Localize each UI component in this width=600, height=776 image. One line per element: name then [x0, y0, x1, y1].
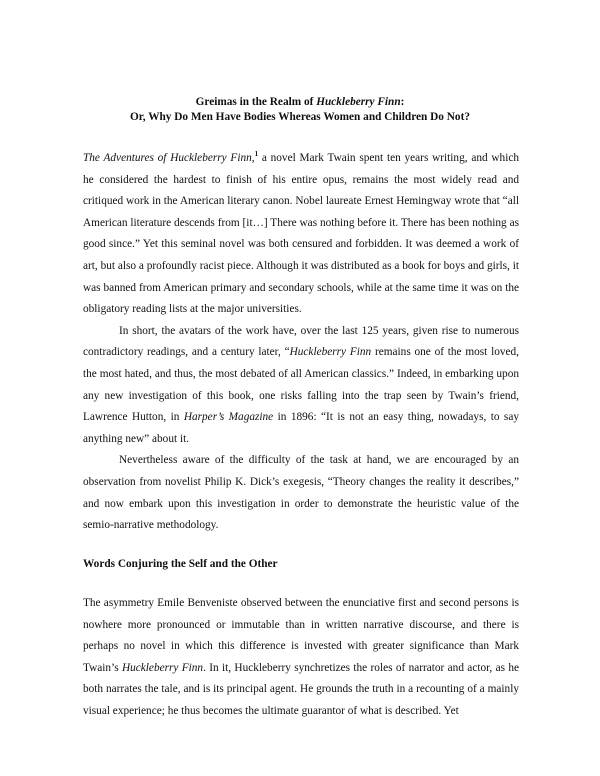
paragraph-1: [83, 148, 519, 321]
paragraph-4-text-b: . In it, Huckleberry synchretizes the roles of narrator and actor, as he both narrates the tale, and is its principal agent. He grounds the truth in a recounting of a mainly visual experience; he thus becomes the ultimate guarantor of what is described. Yet: [83, 661, 519, 717]
title-text: Greimas in the Realm of: [195, 96, 317, 108]
title-colon: :: [400, 96, 405, 108]
paragraph-3: Nevertheless aware of the difficulty of the task at hand, we are encouraged by an observation from novelist Philip K. Dick’s exegesis, “Theory changes the reality it describes,” and now embark upon this investigation in order to demonstrate the heuristic value of the semio-narrative methodology.: [83, 454, 519, 532]
title-line-1: [0, 95, 600, 109]
paragraph-4-book-title: Huckleberry Finn: [121, 661, 204, 674]
paragraph-2-text-c: in 1896: “It is not an easy thing, nowadays, to say anything new” about it.: [83, 411, 519, 445]
footnote-marker[interactable]: 1: [254, 150, 259, 159]
paragraph-2-book-title: Huckleberry Finn: [289, 346, 372, 359]
book-title-italic: The Adventures of Huckleberry Finn,: [83, 152, 255, 164]
section-heading: Words Conjuring the Self and the Other: [83, 558, 278, 570]
paragraph-2-text-a: In short, the avatars of the work have, over the last 125 years, given rise to numerous contradictory readings, and a century later, “: [83, 324, 519, 359]
section-body: [83, 593, 519, 723]
paragraph-2-magazine: Harper’s Magazine: [183, 411, 274, 424]
title-line-2: Or, Why Do Men Have Bodies Whereas Women and Children Do Not?: [130, 111, 470, 123]
paragraph-2: [83, 321, 519, 451]
paragraph-2-text-b: remains one of the most loved, the most hated, and thus, the most debated of all American classics.” Indeed, in embarking upon any new investigation of this book, one risks falling into the trap seen by Twain’s friend, Lawrence Hutton, in: [83, 346, 519, 424]
paragraph-4-text-a: The asymmetry Emile Benveniste observed between the enunciative first and second persons is nowhere more pronounced or immutable than in written narrative discourse, and there is perhaps no novel in which this difference is invested with greater significance than Mark Twain’s: [83, 597, 519, 674]
intro-section: [83, 148, 519, 537]
paragraph-4: [83, 593, 519, 723]
paragraph-1-text: a novel Mark Twain spent ten years writing, and which he considered the hardest to finish of his entire opus, remains the most widely read and critiqued work in the American literary canon. Nobel laureate Ernest Hemingway wrote that “all American literature descends from [it…] There was nothing before it. There has been nothing as good since.” Yet this seminal novel was both censured and forbidden. It was deemed a work of art, but also a profoundly racist piece. Although it was distributed as a book for boys and girls, it was banned from American primary and secondary schools, while at the same time it was on the obligatory reading lists at the major universities.: [83, 152, 519, 316]
title-book-name: Huckleberry Finn: [316, 96, 401, 108]
